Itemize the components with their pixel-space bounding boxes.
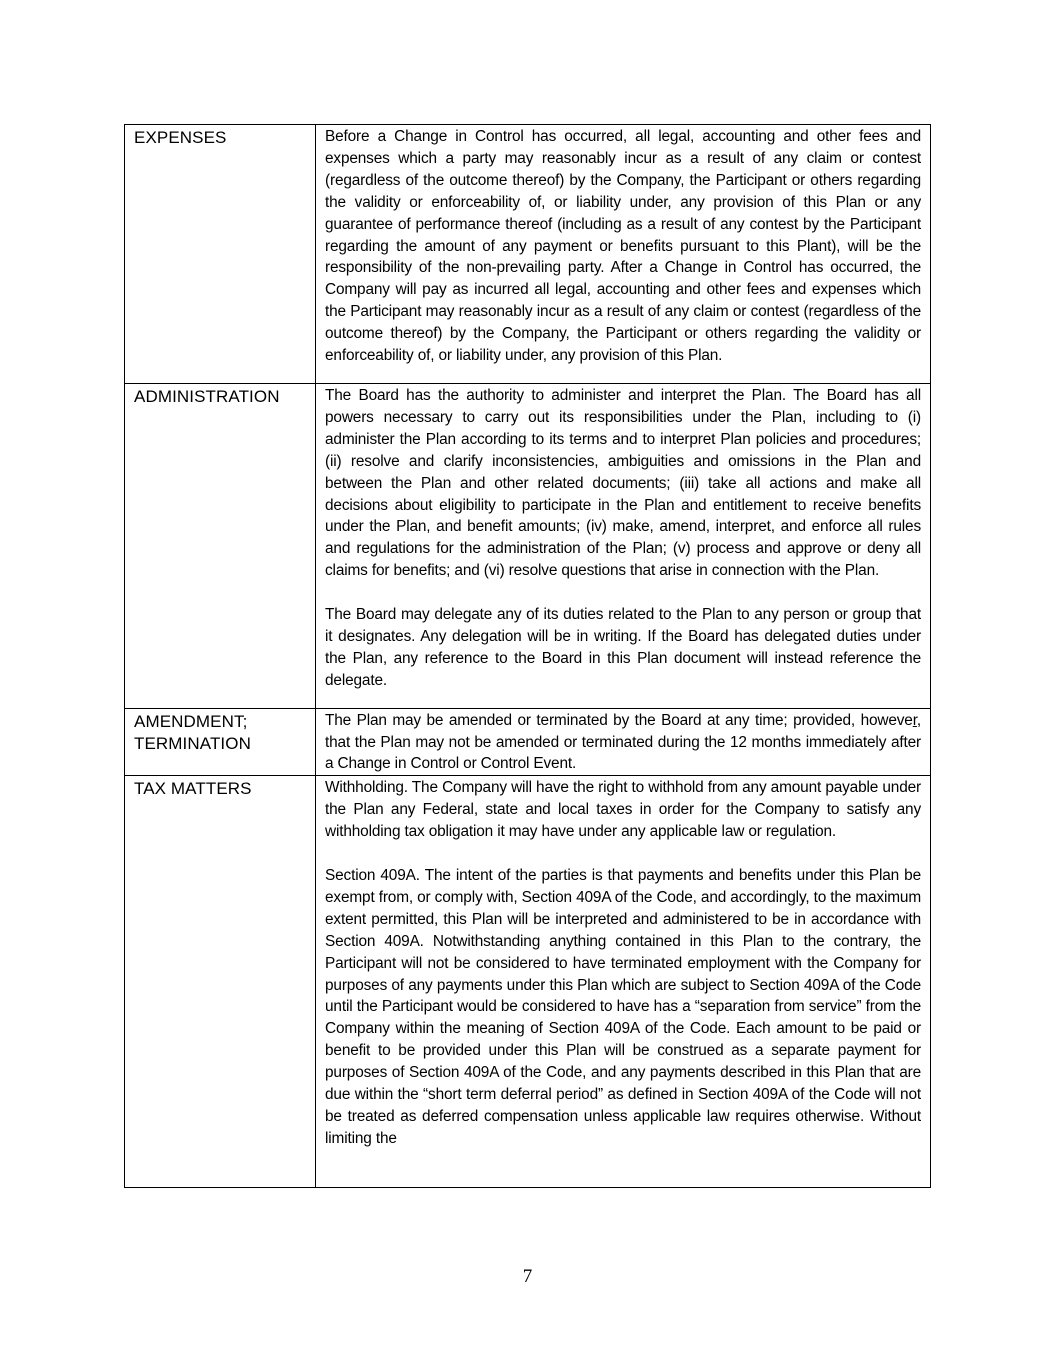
- row-label-expenses: EXPENSES: [125, 125, 316, 384]
- page-number: 7: [522, 1266, 533, 1287]
- tax-paragraph-section-409a: Section 409A. The intent of the parties is that payments and benefits under this Plan be exempt from, or comply with, Section 409A of the Code, and accordingly, to the maximum extent permitted, this Plan will be interpreted and administered to be in accordance with Section 409A. Notwithstanding anything contained in this Plan to the contrary, the Participant will not be considered to have terminated employment with the Company for purposes of any payments under this Plan which are subject to Section 409A of the Code until the Participant would be considered to have has a “separation from service” from the Company within the meaning of Section 409A of the Code. Each amount to be paid or benefit to be provided under this Plan will be construed as a separate payment for purposes of Section 409A of the Code, and any payments described in this Plan that are due within the “short term deferral period” as defined in Section 409A of the Code will not be treated as deferred compensation unless applicable law requires otherwise. Without limiting the: [325, 866, 921, 1147]
- row-text-expenses: [316, 125, 931, 384]
- table-row-tax-matters: [125, 776, 931, 1188]
- amendment-text-part-2: , that the Plan may not be amended or terminated during the 12 months immediately after a Change in Control or Control Event.: [325, 711, 921, 773]
- row-label-administration: ADMINISTRATION: [125, 383, 316, 708]
- row-text-administration: [316, 383, 931, 708]
- administration-paragraph-1: The Board has the authority to administer and interpret the Plan. The Board has all powers necessary to carry out its responsibilities under the Plan, including to (i) administer the Plan according to its terms and to interpret Plan policies and procedures; (ii) resolve and clarify inconsistencies, ambiguities and omissions in the Plan and between the Plan and other related documents; (iii) take all actions and make all decisions about eligibility to participate in the Plan and entitlement to receive benefits under the Plan, and benefit amounts; (iv) make, amend, interpret, and enforce all rules and regulations for the administration of the Plan; (v) process and approve or deny all claims for benefits; and (vi) resolve questions that arise in connection with the Plan.: [325, 386, 921, 580]
- tax-paragraph-withholding: Withholding. The Company will have the right to withhold from any amount payable under the Plan any Federal, state and local taxes in order for the Company to satisfy any withholding tax obligation it may have under any applicable law or regulation.: [325, 779, 921, 841]
- table-row-expenses: [125, 125, 931, 384]
- table-row-administration: [125, 383, 931, 708]
- amendment-text-underlined: r: [912, 711, 917, 729]
- label-line-termination: TERMINATION: [134, 733, 251, 753]
- expenses-paragraph-1: Before a Change in Control has occurred, all legal, accounting and other fees and expenses which a party may reasonably incur as a result of any claim or contest (regardless of the outcome thereof) by the Company, the Participant or others regarding the validity or enforceability of, or liability under, any provision of this Plan or any guarantee of performance thereof (including as a result of any contest by the Participant regarding the amount of any payment or benefits pursuant to this Plant), will be the responsibility of the non-prevailing party. After a Change in Control has occurred, the Company will pay as incurred all legal, accounting and other fees and expenses which the Participant may reasonably incur as a result of any claim or contest (regardless of the outcome thereof) by the Company, the Participant or others regarding the validity or enforceability of, or liability under, any provision of this Plan.: [325, 128, 921, 365]
- administration-paragraph-2: The Board may delegate any of its duties related to the Plan to any person or group that it designates. Any delegation will be in writing. If the Board has delegated duties under the Plan, any reference to the Board in this Plan document will instead reference the delegate.: [325, 606, 921, 689]
- plan-terms-table: [124, 124, 931, 1188]
- row-text-tax-matters: [316, 776, 931, 1188]
- table-row-amendment-termination: [125, 708, 931, 776]
- label-line-amendment: AMENDMENT;: [134, 711, 248, 731]
- row-label-tax-matters: TAX MATTERS: [125, 776, 316, 1188]
- amendment-paragraph: [325, 710, 921, 776]
- amendment-text-part-1: The Plan may be amended or terminated by the Board at any time; provided, howeve: [325, 711, 913, 729]
- tax-matters-text-clip: [325, 777, 921, 1187]
- row-label-amendment-termination: [125, 708, 316, 776]
- row-text-amendment-termination: [316, 708, 931, 776]
